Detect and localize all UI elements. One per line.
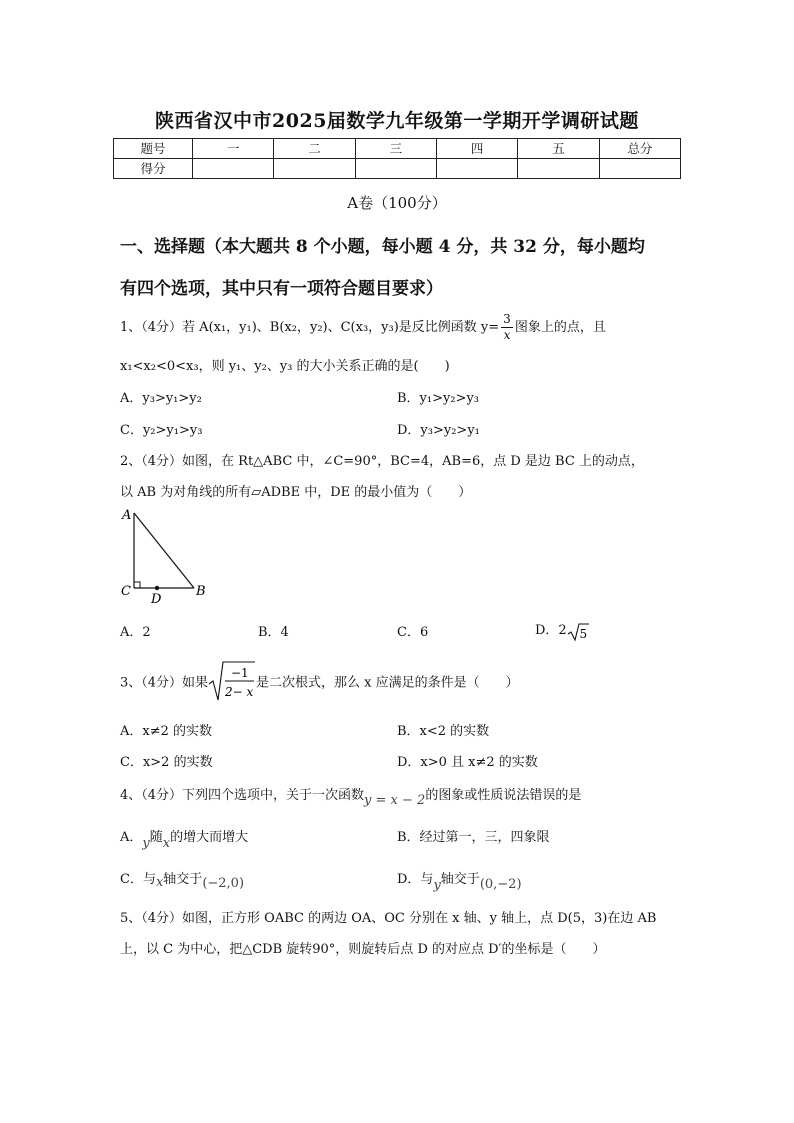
q3-option-a[interactable]: A．x≠2 的实数 — [120, 724, 213, 739]
q3-option-d[interactable]: D．x>0 且 x≠2 的实数 — [397, 755, 538, 770]
cell-header-3: 三 — [355, 139, 436, 159]
q2-stem-line1: 2、（4分）如图，在 Rt△ABC 中，∠C=90°，BC=4，AB=6，点 D 是边 BC 上的动点， — [120, 454, 644, 469]
label-b: B — [196, 584, 206, 599]
q4-option-a-mid: 随 — [149, 830, 163, 845]
label-c: C — [121, 584, 131, 599]
q1-stem-line2: x₁<x₂<0<x₃，则 y₁、y₂、y₃ 的大小关系正确的是( ) — [120, 359, 450, 374]
score-table-score-row — [114, 159, 681, 179]
volume-heading: A卷（100分） — [347, 194, 447, 212]
q1-frac-num: 3 — [503, 312, 511, 326]
q2-option-d[interactable] — [535, 619, 589, 642]
q4-option-d[interactable] — [397, 868, 522, 893]
cell-score-2 — [274, 159, 355, 179]
q4-option-b[interactable]: B．经过第一，三，四象限 — [397, 830, 550, 845]
q2-stem-line2: 以 AB 为对角线的所有▱ADBE 中，DE 的最小值为（ ） — [120, 485, 472, 500]
q2-option-d-pre: D．2 — [535, 623, 567, 638]
score-table — [113, 138, 681, 179]
q4-option-d-pre: D．与 — [397, 872, 434, 887]
q2-option-c[interactable]: C．6 — [397, 625, 429, 640]
cell-header-2: 二 — [274, 139, 355, 159]
q2-triangle-figure — [112, 503, 212, 607]
q2-option-a[interactable]: A．2 — [120, 625, 151, 640]
q4-option-a[interactable] — [120, 826, 249, 851]
q3-option-b[interactable]: B．x<2 的实数 — [397, 724, 490, 739]
q4-option-d-point: (0,−2) — [479, 877, 522, 892]
label-a: A — [122, 508, 132, 523]
svg-text:2− x: 2− x — [225, 685, 254, 699]
q2-option-b[interactable]: B．4 — [258, 625, 289, 640]
q4-option-a-pre: A． — [120, 830, 143, 845]
score-table-header-row — [114, 139, 681, 159]
q1-option-b[interactable]: B．y₁>y₂>y₃ — [397, 391, 480, 406]
q3-radical-expression — [208, 660, 256, 702]
q4-option-c[interactable] — [120, 868, 245, 891]
section1-heading-line1: 一、选择题（本大题共 8 个小题，每小题 4 分，共 32 分，每小题均 — [120, 237, 645, 257]
svg-text:−1: −1 — [231, 666, 249, 680]
q4-option-a-y: y — [142, 836, 150, 851]
cell-score-label: 得分 — [114, 159, 193, 179]
right-angle-mark — [134, 582, 140, 588]
q1-stem-line1 — [120, 312, 606, 343]
q3-stem-pre: 3、（4分）如果 — [120, 675, 209, 691]
q1-frac-den: x — [503, 328, 511, 342]
q1-stem-post: 图象上的点，且 — [514, 320, 606, 335]
q4-option-c-x: x — [155, 875, 164, 890]
q3-stem-post: 是二次根式，那么 x 应满足的条件是（ ） — [256, 675, 519, 691]
section1-heading-line2: 有四个选项，其中只有一项符合题目要求） — [120, 279, 443, 299]
q4-option-d-mid: 轴交于 — [440, 872, 480, 887]
q4-stem — [120, 784, 582, 808]
q3-stem — [120, 660, 519, 702]
q1-fraction — [501, 312, 513, 343]
cell-score-5 — [518, 159, 599, 179]
cell-score-total — [599, 159, 680, 179]
svg-text:5: 5 — [579, 627, 587, 641]
cell-score-3 — [355, 159, 436, 179]
q4-option-c-point: (−2,0) — [202, 876, 245, 891]
label-d: D — [151, 592, 162, 607]
q3-option-c[interactable]: C．x>2 的实数 — [120, 755, 213, 770]
q5-stem-line2: 上，以 C 为中心，把△CDB 旋转90°，则旋转后点 D 的对应点 D′的坐标是（ ） — [120, 942, 606, 957]
q4-function-expression: y = x − 2 — [364, 793, 426, 808]
cell-score-1 — [193, 159, 274, 179]
triangle-side-ab — [134, 513, 194, 588]
q1-option-c[interactable]: C．y₂>y₁>y₃ — [120, 423, 203, 438]
q4-option-c-pre: C．与 — [120, 872, 156, 887]
cell-header-4: 四 — [436, 139, 517, 159]
q1-option-a[interactable]: A．y₃>y₁>y₂ — [120, 391, 202, 406]
cell-header-total: 总分 — [599, 139, 680, 159]
point-d — [155, 586, 159, 590]
q4-option-a-x: x — [162, 836, 171, 851]
q1-stem-pre: 1、（4分）若 A(x₁，y₁)、B(x₂，y₂)、C(x₃，y₃)是反比例函数 y= — [120, 320, 500, 335]
q5-stem-line1: 5、（4分）如图，正方形 OABC 的两边 OA、OC 分别在 x 轴、y 轴上，点 D(5，3)在边 AB — [120, 911, 657, 926]
q4-option-c-mid: 轴交于 — [163, 872, 203, 887]
cell-header-1: 一 — [193, 139, 274, 159]
q4-stem-pre: 4、（4分）下列四个选项中，关于一次函数 — [120, 788, 365, 803]
cell-score-4 — [436, 159, 517, 179]
q4-option-a-post: 的增大而增大 — [170, 830, 249, 845]
q4-option-d-y: y — [433, 878, 441, 893]
exam-title: 陕西省汉中市2025届数学九年级第一学期开学调研试题 — [155, 110, 639, 132]
q1-option-d[interactable]: D．y₃>y₂>y₁ — [397, 423, 480, 438]
cell-header-5: 五 — [518, 139, 599, 159]
cell-header-label: 题号 — [114, 139, 193, 159]
q4-stem-post: 的图象或性质说法错误的是 — [425, 788, 582, 803]
q2-option-d-radical — [567, 622, 589, 642]
